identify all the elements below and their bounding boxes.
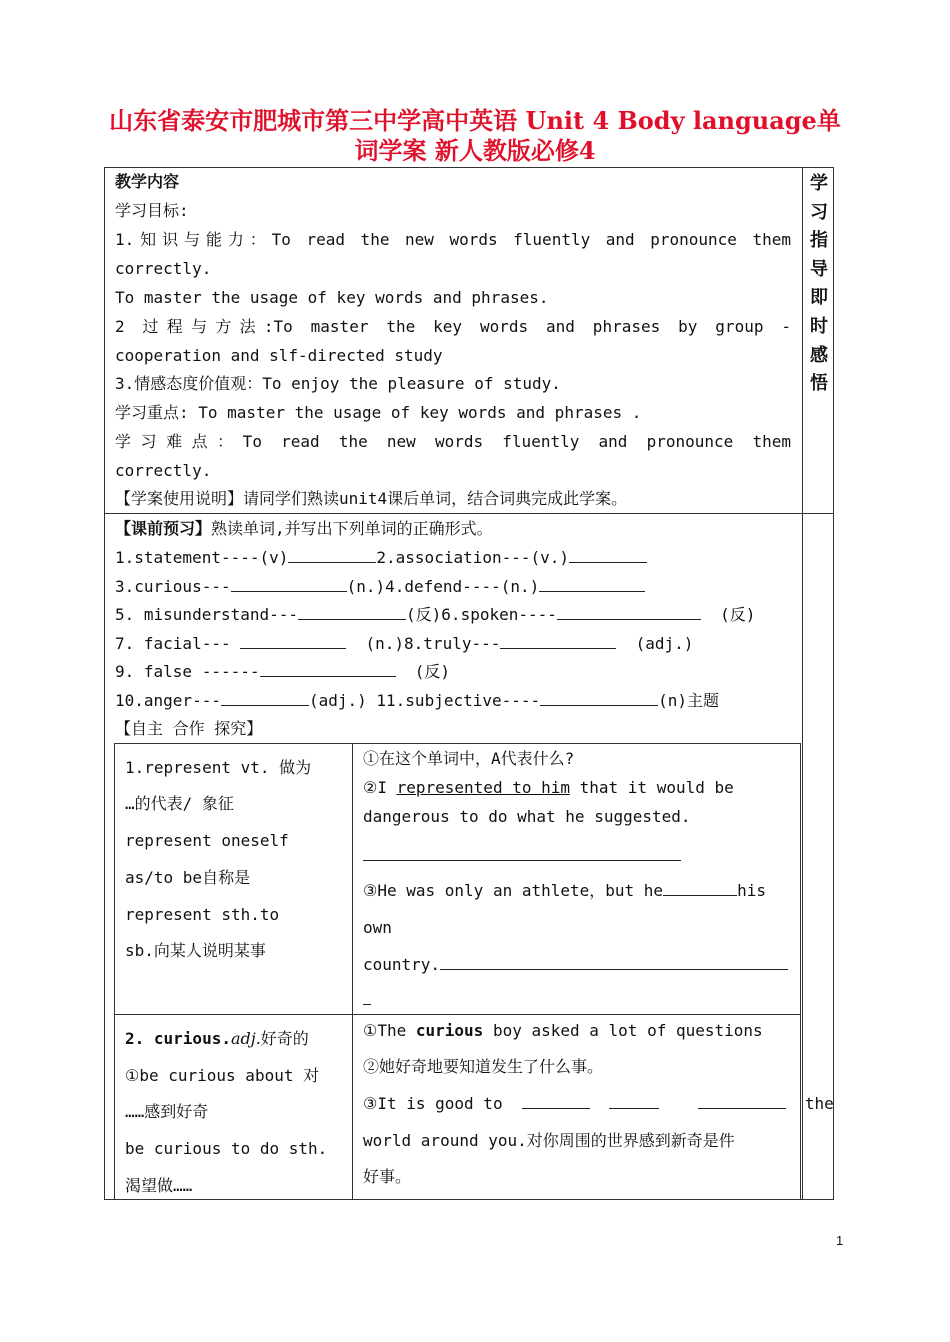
preview-item: 10.anger--- (adj.) 11.subjective---- (n)主题 xyxy=(115,691,720,710)
goal-1-extra: To master the usage of key words and phrases. xyxy=(115,288,549,307)
answer-line[interactable] xyxy=(363,846,791,866)
answer-blank[interactable] xyxy=(569,548,647,563)
answer-blank[interactable] xyxy=(539,577,645,592)
answer-blank[interactable] xyxy=(609,1094,659,1109)
difficulty-cont: correctly. xyxy=(115,461,212,480)
answer-blank[interactable] xyxy=(440,955,788,970)
vocab-column-divider xyxy=(352,743,353,1200)
goal-2-cont: cooperation and slf-directed study xyxy=(115,346,443,365)
vocab-entry-curious: 2. curious.adj.好奇的 xyxy=(125,1029,309,1048)
answer-blank[interactable] xyxy=(221,691,309,706)
answer-blank[interactable] xyxy=(663,881,737,896)
preview-item: 1.statement----(v) 2.association---(v.) xyxy=(115,548,791,568)
preview-item: 7. facial--- (n.)8.truly--- (adj.) xyxy=(115,634,694,653)
explore-header: 【自主 合作 探究】 xyxy=(115,719,263,738)
goal-label: 学习目标: xyxy=(115,201,189,220)
answer-blank[interactable] xyxy=(260,662,396,677)
preview-item: 5. misunderstand--- (反)6.spoken---- (反) xyxy=(115,605,756,624)
answer-blank[interactable] xyxy=(522,1094,590,1109)
goal-1-cont: correctly. xyxy=(115,259,212,278)
difficulty: 学习难点：To read the new words fluently and pronounce them xyxy=(115,432,791,451)
vocab-entry-represent: 1.represent vt. 做为 xyxy=(125,758,312,777)
exercise-question: ①The curious boy asked a lot of questions xyxy=(363,1021,763,1040)
goal-1: 1.知识与能力：To read the new words fluently and pronounce them xyxy=(115,230,791,249)
column-divider xyxy=(802,167,803,1200)
answer-blank[interactable] xyxy=(231,577,347,592)
exercise-question: ②她好奇地要知道发生了什么事。 xyxy=(363,1057,604,1076)
usage-instruction: 【学案使用说明】请同学们熟读unit4课后单词，结合词典完成此学案。 xyxy=(115,489,628,508)
answer-blank[interactable] xyxy=(298,605,406,620)
answer-blank[interactable] xyxy=(240,634,346,649)
vocab-row-divider xyxy=(114,1014,801,1015)
exercise-question: ②I represented to him that it would be xyxy=(363,778,734,797)
title-line-2: 词学案 新人教版必修4 xyxy=(354,136,596,165)
answer-line[interactable] xyxy=(363,990,791,1010)
answer-blank[interactable] xyxy=(540,691,658,706)
page-title xyxy=(100,106,850,166)
preview-header: 【课前预习】熟读单词,并写出下列单词的正确形式。 xyxy=(115,519,493,538)
goal-2: 2 过程与方法:To master the key words and phrases by group - xyxy=(115,317,791,336)
preview-item: 3.curious--- (n.)4.defend----(n.) xyxy=(115,577,791,597)
answer-blank[interactable] xyxy=(500,634,616,649)
exercise-question: ③It is good to the xyxy=(363,1094,834,1113)
section-header: 教学内容 xyxy=(115,172,180,191)
goal-3: 3.情感态度价值观：To enjoy the pleasure of study. xyxy=(115,374,561,393)
title-line-1: 山东省泰安市肥城市第三中学高中英语 Unit 4 Body language单 xyxy=(109,106,841,135)
answer-blank[interactable] xyxy=(698,1094,786,1109)
exercise-question: ①在这个单词中，A代表什么? xyxy=(363,749,575,768)
answer-blank[interactable] xyxy=(288,548,376,563)
exercise-question: ③He was only an athlete，but he his xyxy=(363,881,766,900)
preview-item: 9. false ------ (反) xyxy=(115,662,451,681)
row-divider xyxy=(104,513,834,514)
answer-blank[interactable] xyxy=(557,605,701,620)
sidebar-label: 学 习 指 导 即 时 感 悟 xyxy=(810,173,828,395)
page-number: 1 xyxy=(836,1233,844,1248)
key-point: 学习重点: To master the usage of key words and phrases . xyxy=(115,403,642,422)
